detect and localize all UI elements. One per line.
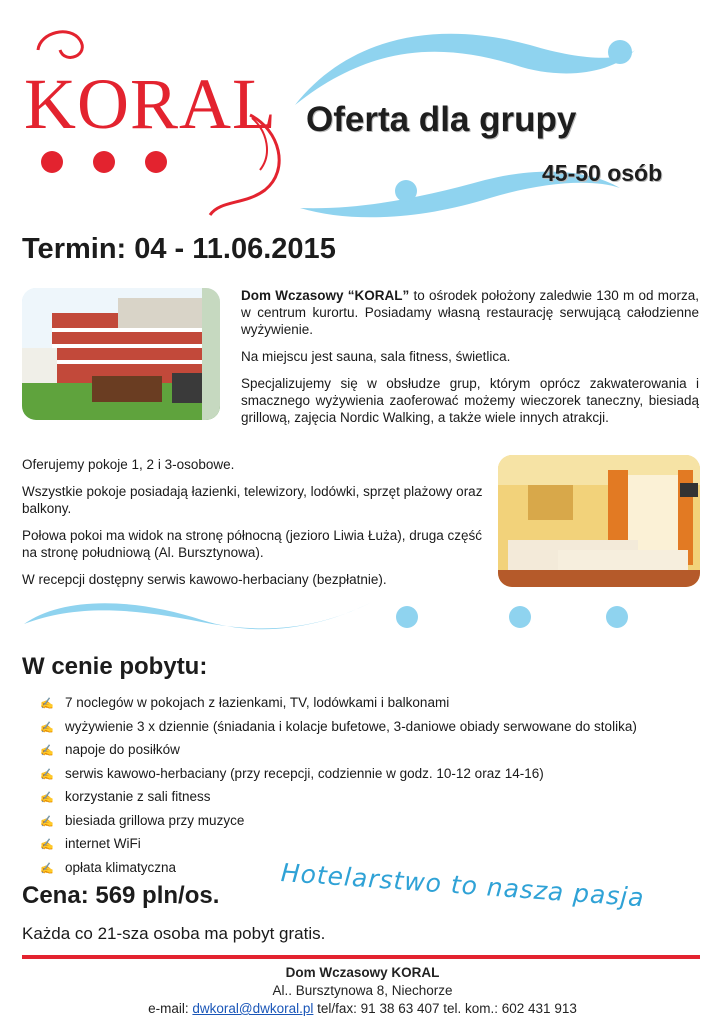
rooms-paragraph-3: Połowa pokoi ma widok na stronę północną (jezioro Liwia Łuża), druga część na stronę południową (Al. Bursztynowa).: [22, 528, 482, 560]
price-heading: Cena: 569 pln/os.: [22, 882, 220, 909]
list-item-text: wyżywienie 3 x dziennie (śniadania i kolacje bufetowe, 3-daniowe obiady serwowane do stolika): [65, 718, 637, 734]
footer-contact: [0, 1000, 725, 1018]
blue-wave-top: [290, 20, 690, 110]
pen-bullet-icon: ✍: [40, 815, 54, 828]
logo-dots: [38, 148, 198, 178]
list-item-text: korzystanie z sali fitness: [65, 789, 211, 804]
pen-bullet-icon: ✍: [40, 698, 54, 710]
pen-bullet-icon: ✍: [40, 745, 54, 757]
email-link[interactable]: dwkoral@dwkoral.pl: [192, 1001, 314, 1016]
included-list: [40, 694, 700, 882]
intro-lead-rest: to ośrodek położony zaledwie 130 m od morza, w centrum kurortu. Posiadamy własną restaurację serwującą całodzienne wyżywienie.: [241, 288, 699, 337]
intro-paragraph-3: Specjalizujemy się w obsłudze grup, którym oprócz zakwaterowania i smacznego wyżywienia zaoferować możemy wieczorek taneczny, biesiadą grillową, zajęcia Nordic Walking, a także wiele innych atrakcji.: [241, 376, 699, 425]
koral-logo: KORAL: [24, 64, 277, 144]
pen-bullet-icon: ✍: [40, 839, 54, 851]
list-item: [40, 694, 700, 712]
intro-paragraph-2: Na miejscu jest sauna, sala fitness, świetlica.: [241, 349, 511, 364]
list-item-text: internet WiFi: [65, 836, 141, 851]
list-item-text: biesiada grillowa przy muzyce: [65, 812, 245, 828]
phone-numbers: tel/fax: 91 38 63 407 tel. kom.: 602 431 913: [313, 1001, 577, 1016]
pen-bullet-icon: ✍: [40, 768, 54, 781]
footer: [0, 964, 725, 1018]
pen-bullet-icon: ✍: [40, 862, 54, 875]
list-item-text: 7 noclegów w pokojach z łazienkami, TV, lodówkami i balkonami: [65, 695, 450, 710]
footer-address: Al.. Bursztynowa 8, Niechorze: [272, 983, 453, 998]
included-heading: W cenie pobytu:: [22, 653, 208, 680]
list-item: [40, 765, 700, 783]
building-photo: [22, 288, 220, 420]
rooms-paragraph-1: Oferujemy pokoje 1, 2 i 3-osobowe.: [22, 457, 235, 472]
list-item-text: serwis kawowo-herbaciany (przy recepcji, codziennie w godz. 10-12 oraz 14-16): [65, 765, 544, 781]
list-item-text: napoje do posiłków: [65, 742, 180, 757]
pen-bullet-icon: ✍: [40, 721, 54, 734]
rooms-text: [22, 456, 487, 598]
email-label: e-mail:: [148, 1001, 193, 1016]
list-item: [40, 741, 700, 759]
room-photo: [498, 455, 700, 587]
footer-divider: [22, 955, 700, 959]
rooms-paragraph-4: W recepcji dostępny serwis kawowo-herbaciany (bezpłatnie).: [22, 572, 387, 587]
offer-title: Oferta dla grupy: [306, 100, 577, 139]
blue-wave-middle: [22, 592, 382, 642]
offer-subtitle: 45-50 osób: [542, 160, 663, 186]
list-item-text: opłata klimatyczna: [65, 859, 177, 875]
termin-heading: Termin: 04 - 11.06.2015: [22, 233, 336, 265]
intro-text: [241, 287, 699, 436]
list-item: [40, 835, 700, 853]
blue-dots: [390, 600, 700, 640]
pen-bullet-icon: ✍: [40, 792, 54, 804]
footer-name: Dom Wczasowy KORAL: [285, 965, 440, 980]
intro-lead: Dom Wczasowy “KORAL”: [241, 288, 410, 303]
price-note: Każda co 21-sza osoba ma pobyt gratis.: [22, 924, 326, 943]
slogan: Hotelarstwo to nasza pasja: [279, 858, 646, 913]
list-item: [40, 718, 700, 736]
rooms-paragraph-2: Wszystkie pokoje posiadają łazienki, telewizory, lodówki, sprzęt plażowy oraz balkony.: [22, 484, 483, 516]
list-item: [40, 788, 700, 806]
list-item: [40, 812, 700, 830]
